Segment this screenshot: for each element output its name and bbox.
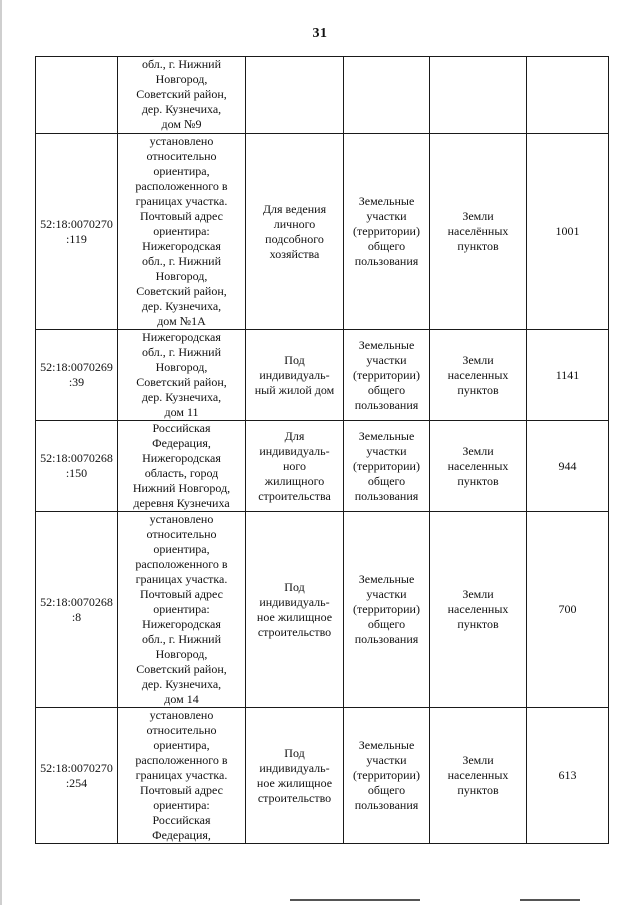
- cadastral-number-cell: 52:18:0070268 :8: [36, 512, 118, 708]
- permitted-use-cell: Для ведения личного подсобного хозяйства: [246, 134, 344, 330]
- scan-artifact-mark: [290, 899, 420, 901]
- area-cell: 1001: [527, 134, 609, 330]
- permitted-use-cell: Для индивидуаль- ного жилищного строительства: [246, 421, 344, 512]
- land-category-cell: [430, 57, 527, 134]
- area-cell: [527, 57, 609, 134]
- permitted-use-cell: Под индивидуаль- ное жилищное строительство: [246, 512, 344, 708]
- zone-category-cell: Земельные участки (территории) общего пользования: [344, 134, 430, 330]
- table-row: [36, 134, 609, 330]
- table-row: [36, 57, 609, 134]
- permitted-use-cell: [246, 57, 344, 134]
- table-row: [36, 330, 609, 421]
- table-row: [36, 421, 609, 512]
- page-number: 31: [312, 26, 328, 41]
- permitted-use-cell: Под индивидуаль- ный жилой дом: [246, 330, 344, 421]
- zone-category-cell: Земельные участки (территории) общего пользования: [344, 421, 430, 512]
- address-cell: установлено относительно ориентира, расположенного в границах участка. Почтовый адрес ориентира: Нижегородская обл., г. Нижний Новгород, Советский район, дер. Кузнечиха, дом 14: [118, 512, 246, 708]
- cadastral-number-cell: 52:18:0070268 :150: [36, 421, 118, 512]
- table-row: [36, 708, 609, 844]
- address-cell: Нижегородская обл., г. Нижний Новгород, Советский район, дер. Кузнечиха, дом 11: [118, 330, 246, 421]
- cadastral-number-cell: 52:18:0070270 :254: [36, 708, 118, 844]
- land-category-cell: Земли населенных пунктов: [430, 512, 527, 708]
- land-category-cell: Земли населенных пунктов: [430, 421, 527, 512]
- area-cell: 944: [527, 421, 609, 512]
- cadastral-number-cell: [36, 57, 118, 134]
- address-cell: установлено относительно ориентира, расположенного в границах участка. Почтовый адрес ориентира: Российская Федерация,: [118, 708, 246, 844]
- zone-category-cell: [344, 57, 430, 134]
- land-category-cell: Земли населенных пунктов: [430, 708, 527, 844]
- table-row: [36, 512, 609, 708]
- address-cell: установлено относительно ориентира, расположенного в границах участка. Почтовый адрес ориентира: Нижегородская обл., г. Нижний Новгород, Советский район, дер. Кузнечиха, дом №1А: [118, 134, 246, 330]
- zone-category-cell: Земельные участки (территории) общего пользования: [344, 512, 430, 708]
- address-cell: обл., г. Нижний Новгород, Советский район, дер. Кузнечиха, дом №9: [118, 57, 246, 134]
- cadastral-number-cell: 52:18:0070270 :119: [36, 134, 118, 330]
- address-cell: Российская Федерация, Нижегородская область, город Нижний Новгород, деревня Кузнечиха: [118, 421, 246, 512]
- scan-edge-line: [0, 0, 2, 905]
- cadastral-number-cell: 52:18:0070269 :39: [36, 330, 118, 421]
- area-cell: 613: [527, 708, 609, 844]
- land-category-cell: Земли населённых пунктов: [430, 134, 527, 330]
- area-cell: 1141: [527, 330, 609, 421]
- area-cell: 700: [527, 512, 609, 708]
- permitted-use-cell: Под индивидуаль- ное жилищное строительство: [246, 708, 344, 844]
- scan-artifact-mark: [520, 899, 580, 901]
- land-plots-table: [35, 56, 609, 844]
- zone-category-cell: Земельные участки (территории) общего пользования: [344, 708, 430, 844]
- zone-category-cell: Земельные участки (территории) общего пользования: [344, 330, 430, 421]
- land-category-cell: Земли населенных пунктов: [430, 330, 527, 421]
